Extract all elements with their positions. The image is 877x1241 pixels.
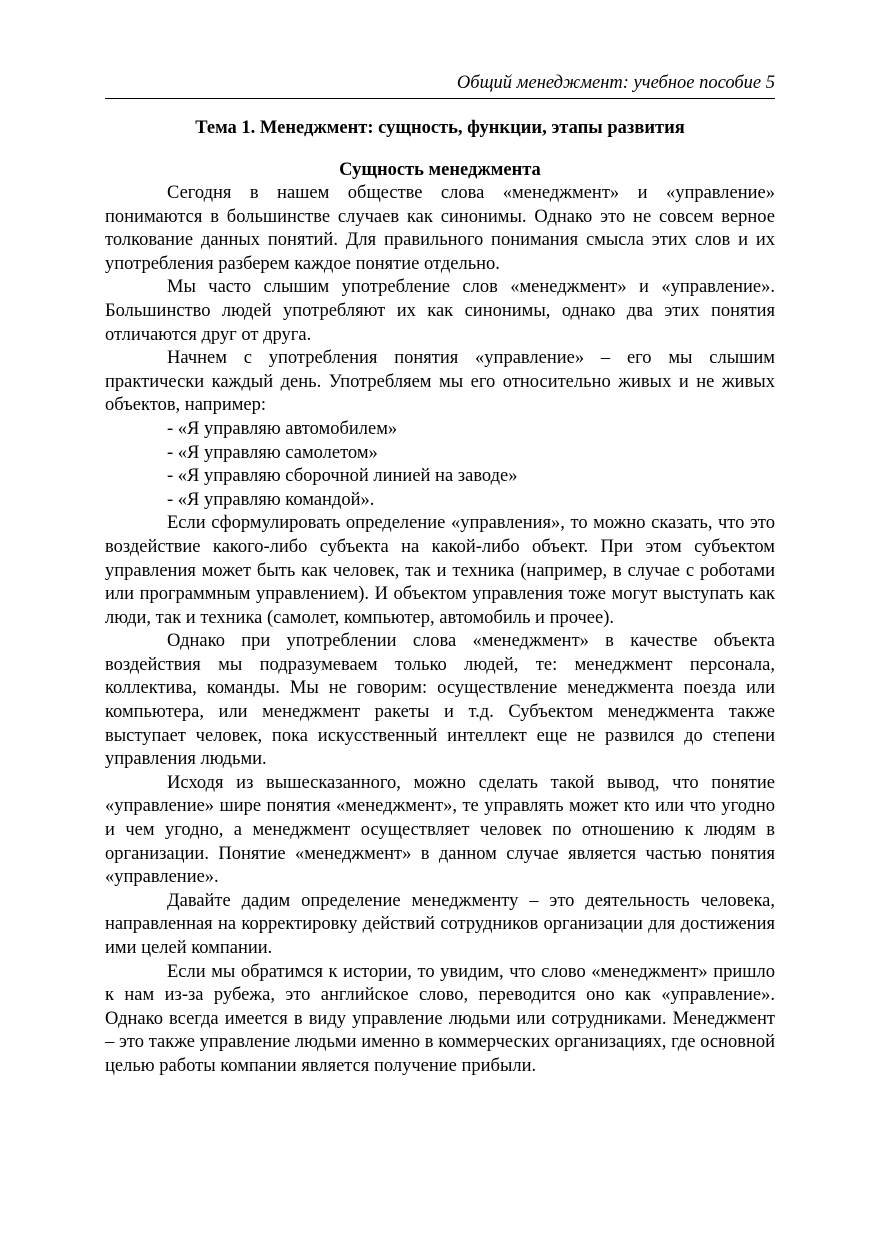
paragraph: Однако при употреблении слова «менеджмент» в качестве объекта воздействия мы подразумеваем только людей, те: менеджмент персонала, коллектива, команды. Мы не говорим: осуществление менеджмента поезда или компьютера, или менеджмент ракеты и т.д. Субъектом менеджмента также выступает человек, пока искусственный интеллект еще не развился до степени управления людьми. [105, 631, 775, 770]
paragraph: Мы часто слышим употребление слов «менеджмент» и «управление». Большинство людей употребляют их как синонимы, однако два этих понятия отличаются друг от друга. [105, 277, 775, 345]
running-header: Общий менеджмент: учебное пособие 5 [105, 70, 775, 99]
paragraph: Давайте дадим определение менеджменту – это деятельность человека, направленная на корректировку действий сотрудников организации для достижения ими целей компании. [105, 890, 775, 958]
paragraph: Если сформулировать определение «управления», то можно сказать, что это воздействие какого-либо субъекта на какой-либо объект. При этом субъектом управления может быть как человек, так и техника (например, в случае с роботами или программным управлением). И объектом управления тоже могут выступать как люди, так и техника (самолет, компьютер, автомобиль и прочее). [105, 513, 775, 628]
list-item: - «Я управляю самолетом» [167, 442, 378, 463]
paragraph: Если мы обратимся к истории, то увидим, что слово «менеджмент» пришло к нам из-за рубежа, это английское слово, переводится оно как «управление». Однако всегда имеется в виду управление людьми или сотрудниками. Менеджмент – это также управление людьми именно в коммерческих организациях, где основной целью работы компании является получение прибыли. [105, 961, 775, 1076]
section-title: Сущность менеджмента [339, 160, 541, 180]
list-item: - «Я управляю командой». [167, 489, 375, 510]
body-text [105, 182, 775, 1079]
examples-list [105, 418, 775, 512]
topic-title: Тема 1. Менеджмент: сущность, функции, этапы развития [195, 118, 685, 138]
list-item: - «Я управляю автомобилем» [167, 418, 398, 439]
paragraph: Сегодня в нашем обществе слова «менеджмент» и «управление» понимаются в большинстве случаев как синонимы. Однако это не совсем верное толкование данных понятий. Для правильного понимания смысла этих слов и их употребления разберем каждое понятие отдельно. [105, 183, 775, 274]
paragraph: Начнем с употребления понятия «управление» – его мы слышим практически каждый день. Употребляем мы его относительно живых и не живых объектов, например: [105, 348, 775, 416]
paragraph: Исходя из вышесказанного, можно сделать такой вывод, что понятие «управление» шире понятия «менеджмент», те управлять может кто или что угодно и чем угодно, а менеджмент осуществляет человек по отношению к людям в организации. Понятие «менеджмент» в данном случае является частью понятия «управление». [105, 772, 775, 888]
list-item: - «Я управляю сборочной линией на заводе» [167, 466, 518, 487]
document-page [105, 70, 775, 1079]
